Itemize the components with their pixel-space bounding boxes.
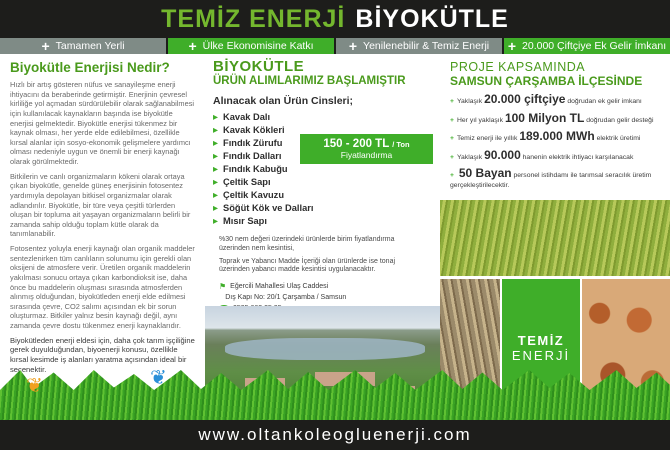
plus-bullet-icon: + xyxy=(450,172,454,180)
products-subtitle: ÜRÜN ALIMLARIMIZ BAŞLAMIŞTIR xyxy=(213,75,406,87)
price-amount: 150 - 200 TL xyxy=(323,138,390,150)
arrow-bullet-icon: ▸ xyxy=(213,164,219,175)
list-item: ▸ Çeltik Sapı xyxy=(213,177,271,188)
spacer-icon xyxy=(219,292,221,303)
section-heading: Biyokütle Enerjisi Nedir? xyxy=(10,60,170,75)
plus-icon: + xyxy=(188,38,197,54)
header-banner xyxy=(0,0,670,38)
location-pin-icon: ⚑ xyxy=(219,282,227,291)
feature-label: Ülke Ekonomisine Katkı xyxy=(202,40,314,52)
list-item: ▸ Söğüt Kök ve Dalları xyxy=(213,203,314,214)
plus-icon: + xyxy=(507,38,517,54)
fact-item: + Yaklaşık 20.000 çiftçiye doğrudan ek gelir imkanı xyxy=(450,92,642,106)
address-line: ⚑ Eğercili Mahallesi Ulaş Caddesi xyxy=(219,282,329,291)
arrow-bullet-icon: ▸ xyxy=(213,125,219,136)
feature-bar xyxy=(0,38,670,54)
arrow-bullet-icon: ▸ xyxy=(213,190,219,201)
butterfly-icon: ❦ xyxy=(150,367,167,389)
products-title: BİYOKÜTLE xyxy=(213,58,305,75)
project-facts xyxy=(450,92,660,191)
info-column xyxy=(0,54,205,416)
plus-bullet-icon: + xyxy=(450,153,454,161)
feature-label: 20.000 Çiftçiye Ek Gelir İmkanı xyxy=(522,40,667,52)
arrow-bullet-icon: ▸ xyxy=(213,151,219,162)
fact-item: + 50 Bayan personel istihdamı ile tarımsal seracılık üretim gerçekleştirilecektir. xyxy=(450,166,652,189)
rice-field-photo xyxy=(440,200,670,276)
project-location: SAMSUN ÇARŞAMBA İLÇESİNDE xyxy=(450,74,643,88)
project-column xyxy=(440,54,670,416)
list-item: ▸ Kavak Kökleri xyxy=(213,125,285,136)
feature-tamamen-yerli xyxy=(0,38,166,54)
title-temiz-enerji: TEMİZ ENERJİ xyxy=(161,4,346,33)
paragraph: Bitkilerin ve canlı organizmaların kökeni olarak ortaya çıkan biyokütle, genelde güneş enerjisinin fotosentez yardımıyla depolayan bitkisel organizmalar olarak adlandırılır. Biyokütle, bir türe veya çeşitli türlerden oluşan bir topluma ait yaşayan organizmaların belirli bir zamanda sahip olduğu toplam kütle olarak da tanımlanabilir. xyxy=(10,171,191,239)
river-shape xyxy=(225,338,425,360)
products-column xyxy=(205,54,440,416)
products-list-heading: Alınacak olan Ürün Cinsleri; xyxy=(213,95,354,107)
plus-icon: + xyxy=(348,38,358,54)
paragraph: Fotosentez yoluyla enerji kaynağı olan organik maddeler sentezlenirken tüm canlıların solunumu için gerekli olan oksijeni de atmosfere verir. Üretilen organik maddelerin yakılması sonucu ortaya çıkan karbondioksit ise, daha önce bu maddelerin oluşması sırasında atmosferden alınmış olduğundan, biyokütleden enerji elde edilmesi sırasında çevre, CO2 salımı açısından ek bir sorun oluşturmaz. Bitkiler yalnız besin kaynağı değil, aynı zamanda çevre dostu tükenmez enerji kaynaklarıdır. xyxy=(10,244,195,330)
arrow-bullet-icon: ▸ xyxy=(213,112,219,123)
feature-yenilenebilir xyxy=(336,38,502,54)
fact-item: + Yaklaşık 90.000 hanenin elektrik ihtiyacı karşılanacak xyxy=(450,147,634,162)
website-url[interactable]: www.oltankoleogluenerji.com xyxy=(198,425,472,444)
list-item: ▸ Çeltik Kavuzu xyxy=(213,190,284,201)
logo-line: TEMİZ xyxy=(517,332,565,348)
feature-ulke-ekonomisi xyxy=(168,38,334,54)
list-item: ▸ Kavak Dalı xyxy=(213,112,271,123)
project-heading: PROJE KAPSAMINDA xyxy=(450,60,586,74)
paragraph: Biyokütleden enerji eldesi için, daha çok tarım işçiliğine gerek duyulduğundan, biyoenerji konusu, özellikle kırsal kesimde iş alanları yaratma açısından ideal bir seçenektir. xyxy=(10,335,195,375)
product-list xyxy=(213,111,432,228)
arrow-bullet-icon: ▸ xyxy=(213,203,219,214)
fact-item: + Her yıl yaklaşık 100 Milyon TL doğrudan gelir desteği xyxy=(450,110,654,125)
feature-ciftci-gelir xyxy=(504,38,670,54)
list-item: ▸ Mısır Sapı xyxy=(213,216,267,227)
plus-bullet-icon: + xyxy=(450,116,454,124)
plus-bullet-icon: + xyxy=(450,135,454,143)
pricing-notes xyxy=(213,236,432,275)
feature-label: Tamamen Yerli xyxy=(55,40,125,52)
note-text: %30 nem değeri üzerindeki ürünlerde birim fiyatlandırma üzerinden nem kesintisi, xyxy=(219,236,395,252)
plus-bullet-icon: + xyxy=(450,98,454,105)
price-box xyxy=(300,134,433,164)
list-item: ▸ Fındık Kabuğu xyxy=(213,164,288,175)
logo-line: ENERJİ xyxy=(511,347,571,363)
paragraph: Hızlı bir artış gösteren nüfus ve sanayileşme enerji ihtiyacını da beraberinde getirmiştir. Enerjinin çevresel kirliliğe yol açmadan sürdürülebilir olarak sağlanabilmesi için kullanılacak kaynakların başında ise biyokütle enerjisi gelmektedir. Biyokütle enerjisi tükenmez bir kaynak olması, her yerde elde edilebilmesi, özellikle kırsal alanlar için sosyo-ekonomik gelişmelere yardımcı olması nedeniyle uygun ve önemli bir enerji kaynağı olarak görülmektedir. xyxy=(10,80,195,166)
plus-icon: + xyxy=(41,38,50,54)
list-item: ▸ Fındık Zürufu xyxy=(213,138,283,149)
note-text: Toprak ve Yabancı Madde İçeriği olan ürünlerde ise tonaj üzerinden yabancı madde kesintisi uygulanacaktır. xyxy=(219,257,396,274)
address-line: Dış Kapı No: 20/1 Çarşamba / Samsun xyxy=(219,292,432,303)
title-biyokutle: BİYOKÜTLE xyxy=(355,4,509,33)
list-item: ▸ Fındık Dalları xyxy=(213,151,282,162)
arrow-bullet-icon: ▸ xyxy=(213,177,219,188)
arrow-bullet-icon: ▸ xyxy=(213,138,219,149)
price-unit: / Ton xyxy=(392,140,410,149)
feature-label: Yenilenebilir & Temiz Enerji xyxy=(363,40,490,52)
price-label: Fiyatlandırma xyxy=(340,150,393,160)
arrow-bullet-icon: ▸ xyxy=(213,216,219,227)
fact-item: + Temiz enerji ile yıllık 189.000 MWh elektrik üretimi xyxy=(450,129,641,144)
butterfly-icon: ❦ xyxy=(26,375,43,397)
footer xyxy=(0,420,670,450)
